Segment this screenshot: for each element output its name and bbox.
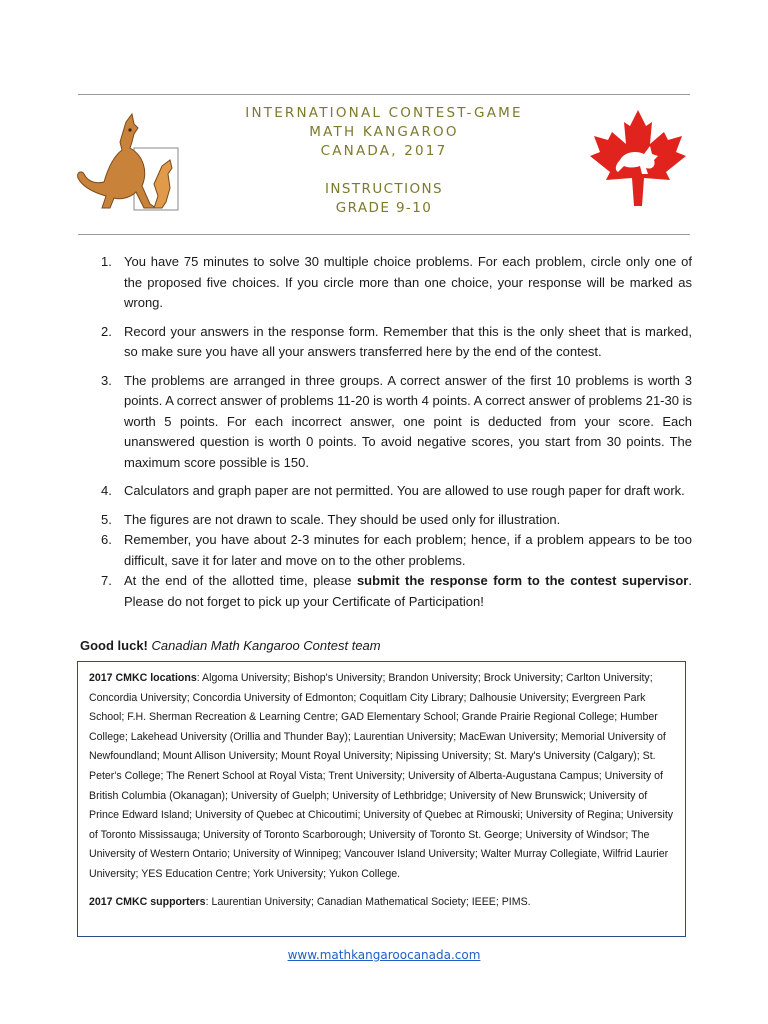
locations-box [77,661,686,937]
good-luck-line [80,638,381,653]
locations-paragraph [89,669,676,885]
instructions-heading [190,180,578,218]
title-line-2: MATH KANGAROO [309,124,459,140]
instruction-text: The problems are arranged in three groups. A correct answer of the first 10 problems is worth 3 points. A correct answer of problems 11-20 is worth 4 points. A correct answer of problems 21-30 is worth 5 points. For each incorrect answer, one point is deducted from your score. Each unanswered question is worth 0 points. To avoid negative scores, you start from 30 points. The maximum score possible is 150. [124,372,692,470]
supporters-label: 2017 CMKC supporters [89,895,206,908]
instructions-list [80,252,692,612]
header-divider [78,234,690,235]
instruction-text: You have 75 minutes to solve 30 multiple choice problems. For each problem, circle only one of the proposed five choices. If you circle more than one choice, your response will be marked as wrong. [124,254,692,310]
good-luck: Good luck! [80,638,148,653]
team-signature: Canadian Math Kangaroo Contest team [151,638,381,653]
instruction-text: Remember, you have about 2-3 minutes for each problem; hence, if a problem appears to be too difficult, save it for later and move on to the other problems. [124,532,692,568]
heading-instructions: INSTRUCTIONS [325,181,443,197]
website-link[interactable]: www.mathkangaroocanada.com [287,948,481,962]
supporters-list: : Laurentian University; Canadian Mathematical Society; IEEE; PIMS. [205,895,531,908]
heading-grade: GRADE 9-10 [335,200,433,216]
title-line-3: CANADA, 2017 [320,143,448,159]
instruction-item: 4. Calculators and graph paper are not permitted. You are allowed to use rough paper for draft work. [101,483,685,498]
locations-list: : Algoma University; Bishop's University; Brandon University; Brock University; Carlton University; Concordia University; Concordia University of Edmonton; Coquitlam City Library; Dalhousie University; Evergreen Park School; F.H. Sherman Recreation & Learning Centre; GAD Elementary School; Grande Prairie Regional College; Humber College; Lakehead University (Orillia and Thunder Bay); Laurentian University; MacEwan University; Memorial University of Newfoundland; Mount Allison University; Mount Royal University; Nipissing University; St. Mary's University (Calgary); St. Peter's College; The Renert School at Royal Vista; Trent University; University of Alberta-Augustana Campus; University of British Columbia (Okanagan); University of Guelph; University of Lethbridge; University of New Brunswick; University of Prince Edward Island; University of Quebec at Chicoutimi; University of Quebec at Rimouski; University of Regina; University of Toronto Mississauga; University of Toronto Scarborough; University of Toronto St. George; University of Windsor; The University of Western Ontario; University of Winnipeg; Vancouver Island University; Walter Murray Collegiate, Wilfrid Laurier University; YES Education Centre; York University; Yukon College. [89,672,674,880]
title-line-1: INTERNATIONAL CONTEST-GAME [245,105,523,121]
locations-label: 2017 CMKC locations [89,672,197,684]
instruction-text: Calculators and graph paper are not permitted. You are allowed to use rough paper for draft work. [124,483,685,498]
contest-title [190,104,578,161]
kangaroo-logo [74,112,186,220]
instruction-item: 7. At the end of the allotted time, please submit the response form to the contest supervisor. Please do not forget to pick up your Certificate of Participation! [101,573,692,609]
instruction-text: The figures are not drawn to scale. They should be used only for illustration. [124,511,561,527]
instruction-item: 6. Remember, you have about 2-3 minutes for each problem; hence, if a problem appears to be too difficult, save it for later and move on to the other problems. [101,532,692,568]
maple-leaf-kangaroo-logo [588,108,688,208]
instruction-item: 5. The figures are not drawn to scale. They should be used only for illustration. [101,511,561,527]
instruction-text: At the end of the allotted time, please submit the response form to the contest supervisor. Please do not forget to pick up your Certificate of Participation! [124,573,692,609]
instruction-item: 3. The problems are arranged in three groups. A correct answer of the first 10 problems is worth 3 points. A correct answer of problems 11-20 is worth 4 points. A correct answer of problems 21-30 is worth 5 points. For each incorrect answer, one point is deducted from your score. Each unanswered question is worth 0 points. To avoid negative scores, you start from 30 points. The maximum score possible is 150. [101,372,692,470]
instruction-text: Record your answers in the response form. Remember that this is the only sheet that is marked, so make sure you have all your answers transferred here by the end of the contest. [124,323,692,359]
supporters-paragraph [89,893,676,913]
instruction-item: 1. You have 75 minutes to solve 30 multiple choice problems. For each problem, circle only one of the proposed five choices. If you circle more than one choice, your response will be marked as wrong. [101,254,692,310]
top-divider [78,94,690,95]
instruction-item: 2. Record your answers in the response form. Remember that this is the only sheet that is marked, so make sure you have all your answers transferred here by the end of the contest. [101,323,692,359]
